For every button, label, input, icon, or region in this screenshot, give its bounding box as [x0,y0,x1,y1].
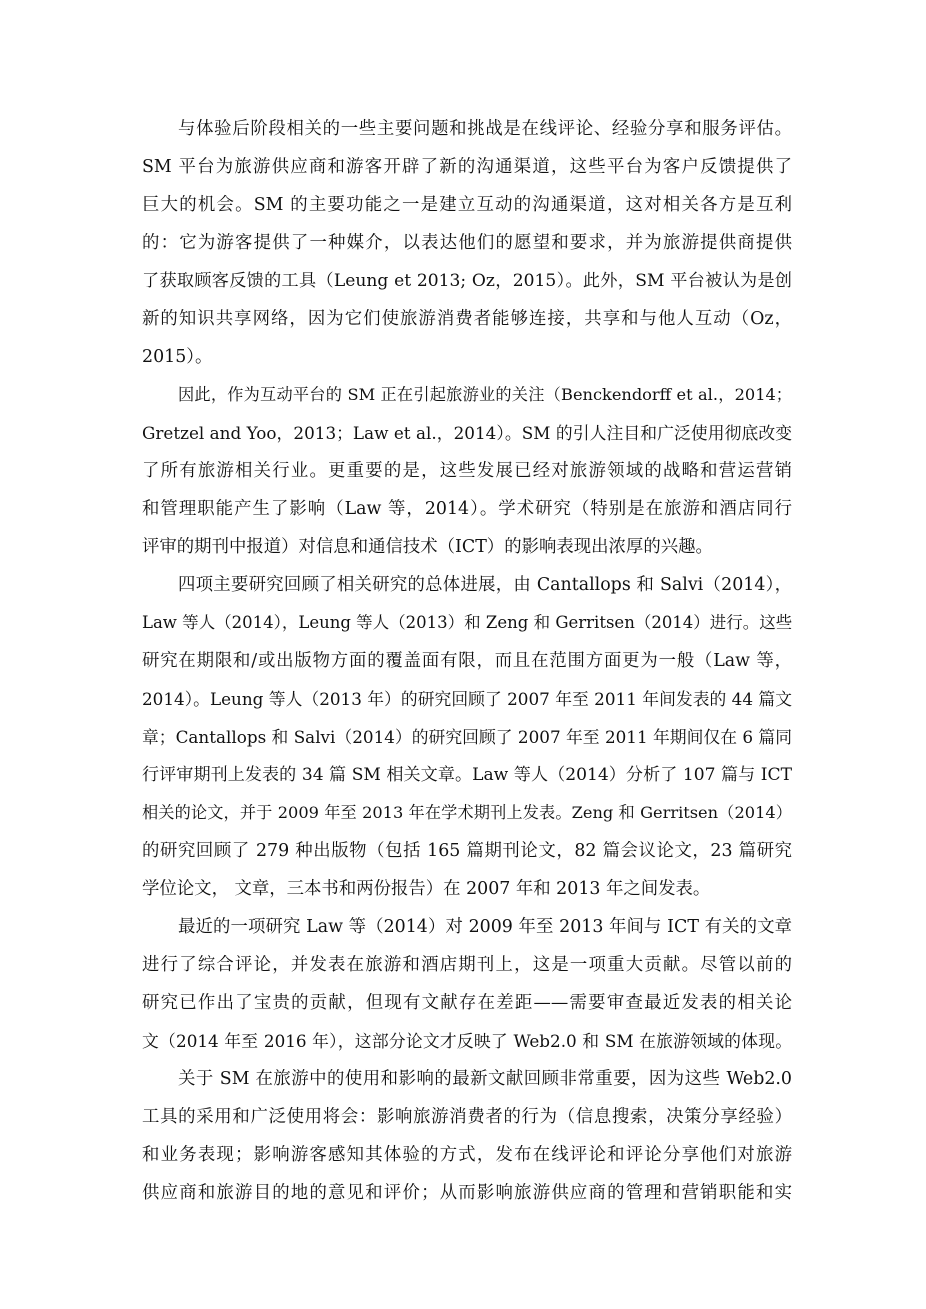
paragraph-1-line-2: SM 平台为旅游供应商和游客开辟了新的沟通渠道，这些平台为客户反馈提供了 [142,157,792,177]
paragraph-1-line-6: 新的知识共享网络，因为它们使旅游消费者能够连接，共享和与他人互动（Oz， [142,309,792,329]
paragraph-3-line-2: Law 等人（2014），Leung 等人（2013）和 Zeng 和 Gerritsen（2014）进行。这些 [142,613,793,632]
paragraph-2-line-1: 因此，作为互动平台的 SM 正在引起旅游业的关注（Benckendorff et al.，2014； [178,385,792,404]
paragraph-5-line-4: 供应商和旅游目的地的意见和评价；从而影响旅游供应商的管理和营销职能和实 [142,1183,792,1203]
paragraph-3-line-3: 研究在期限和/或出版物方面的覆盖面有限，而且在范围方面更为一般（Law 等， [142,651,792,671]
paragraph-2-line-2: Gretzel and Yoo，2013；Law et al.，2014）。SM 的引人注目和广泛使用彻底改变 [142,423,792,443]
paragraph-1-line-1: 与体验后阶段相关的一些主要问题和挑战是在线评论、经验分享和服务评估。 [178,119,792,139]
paragraph-2-line-5: 评审的期刊中报道）对信息和通信技术（ICT）的影响表现出浓厚的兴趣。 [142,537,713,557]
paragraph-3-line-1: 四项主要研究回顾了相关研究的总体进展，由 Cantallops 和 Salvi（2014）， [178,575,792,595]
paragraph-3-line-4: 2014）。Leung 等人（2013 年）的研究回顾了 2007 年至 2011 年间发表的 44 篇文 [142,689,792,709]
paragraph-2-line-4: 和管理职能产生了影响（Law 等，2014）。学术研究（特别是在旅游和酒店同行 [142,499,792,519]
paragraph-5-line-3: 和业务表现；影响游客感知其体验的方式，发布在线评论和评论分享他们对旅游 [142,1145,792,1165]
paragraph-3-line-6: 行评审期刊上发表的 34 篇 SM 相关文章。Law 等人（2014）分析了 107 篇与 ICT [142,765,792,785]
paragraph-1-line-4: 的：它为游客提供了一种媒介，以表达他们的愿望和要求，并为旅游提供商提供 [142,233,792,253]
paragraph-5-line-1: 关于 SM 在旅游中的使用和影响的最新文献回顾非常重要，因为这些 Web2.0 [178,1069,792,1089]
paragraph-3-line-7: 相关的论文，并于 2009 年至 2013 年在学术期刊上发表。Zeng 和 Gerritsen（2014） [142,803,792,822]
paragraph-4-line-3: 研究已作出了宝贵的贡献，但现有文献存在差距——需要审查最近发表的相关论 [142,993,792,1013]
paragraph-4-line-2: 进行了综合评论，并发表在旅游和酒店期刊上，这是一项重大贡献。尽管以前的 [142,955,792,975]
paragraph-4-line-4: 文（2014 年至 2016 年），这部分论文才反映了 Web2.0 和 SM 在旅游领域的体现。 [142,1031,792,1051]
paragraph-1-line-3: 巨大的机会。SM 的主要功能之一是建立互动的沟通渠道，这对相关各方是互利 [142,195,792,215]
paragraph-5-line-2: 工具的采用和广泛使用将会：影响旅游消费者的行为（信息搜索，决策分享经验） [142,1107,792,1127]
paragraph-3-line-5: 章；Cantallops 和 Salvi（2014）的研究回顾了 2007 年至 2011 年期间仅在 6 篇同 [142,727,792,747]
paragraph-2-line-3: 了所有旅游相关行业。更重要的是，这些发展已经对旅游领域的战略和营运营销 [142,461,792,481]
paragraph-3-line-9: 学位论文， 文章，三本书和两份报告）在 2007 年和 2013 年之间发表。 [142,879,711,899]
paragraph-3-line-8: 的研究回顾了 279 种出版物（包括 165 篇期刊论文，82 篇会议论文，23 篇研究 [142,841,792,861]
paragraph-4-line-1: 最近的一项研究 Law 等（2014）对 2009 年至 2013 年间与 ICT 有关的文章 [178,917,792,937]
paragraph-1-line-7: 2015）。 [142,347,213,367]
paragraph-1-line-5: 了获取顾客反馈的工具（Leung et 2013; Oz，2015）。此外，SM 平台被认为是创 [142,271,792,291]
